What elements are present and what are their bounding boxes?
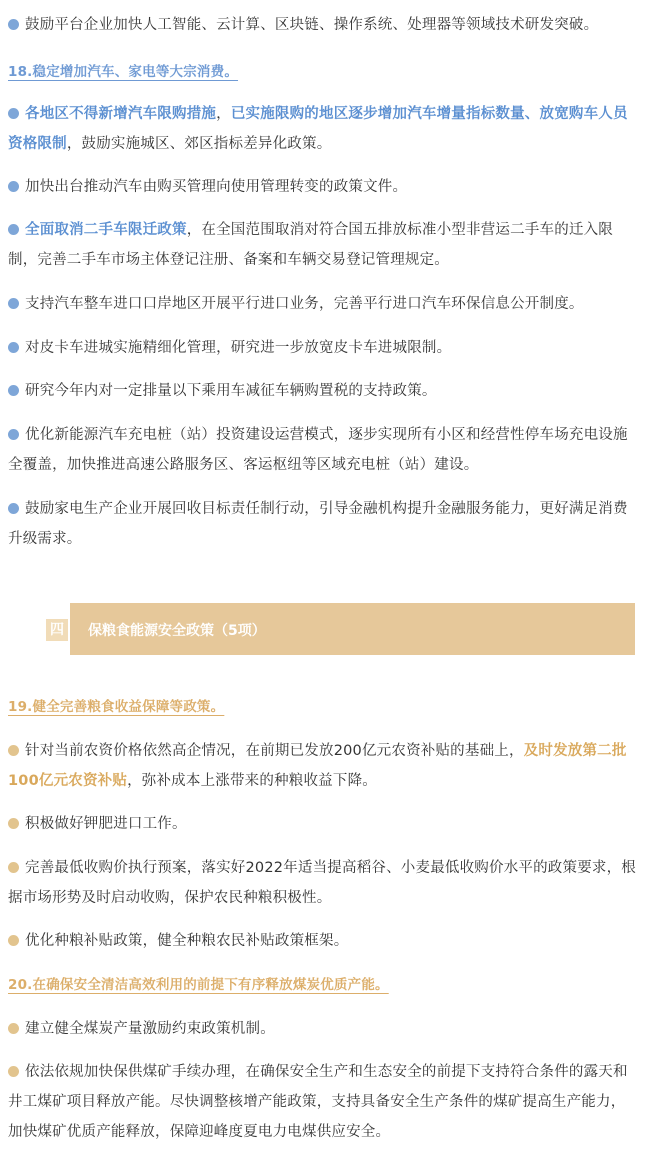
list-item: 优化种粮补贴政策，健全种粮农民补贴政策框架。 [8, 926, 636, 956]
list-item: 鼓励家电生产企业开展回收目标责任制行动，引导金融机构提升金融服务能力，更好满足消费升级需求。 [8, 501, 628, 547]
list-item: 建立健全煤炭产量激励约束政策机制。 [8, 1014, 636, 1044]
bullet-dot-icon [8, 181, 19, 192]
list-item: 依法依规加快保供煤矿手续办理，在确保安全生产和生态安全的前提下支持符合条件的露天和井工煤矿项目释放产能。尽快调整核增产能政策，支持具备安全生产条件的煤矿提高生产能力，加快煤矿优质产能释放，保障迎峰度夏电力电煤供应安全。 [8, 1064, 628, 1140]
list-item: 针对当前农资价格依然高企情况，在前期已发放200亿元农资补贴的基础上，及时发放第二批100亿元农资补贴，弥补成本上涨带来的种粮收益下降。 [8, 743, 627, 789]
list-item: 对皮卡车进城实施精细化管理，研究进一步放宽皮卡车进城限制。 [8, 333, 636, 363]
bullet-dot-icon [8, 385, 19, 396]
bullet-dot-icon [8, 19, 19, 30]
bullet-dot-icon [8, 298, 19, 309]
list-item: 积极做好钾肥进口工作。 [8, 809, 636, 839]
list-item: 支持汽车整车进口口岸地区开展平行进口业务，完善平行进口汽车环保信息公开制度。 [8, 289, 636, 319]
bullet-dot-icon [8, 342, 19, 353]
bullet-dot-icon [8, 429, 19, 440]
bullet-dot-icon [8, 1023, 19, 1034]
bullet-dot-icon [8, 862, 19, 873]
bullet-dot-icon [8, 745, 19, 756]
policy-heading-19: 19.健全完善粮食收益保障等政策。 [8, 699, 225, 715]
list-item: 全面取消二手车限迁政策，在全国范围取消对符合国五排放标准小型非营运二手车的迁入限制，完善二手车市场主体登记注册、备案和车辆交易登记管理规定。 [8, 222, 614, 268]
bullet-dot-icon [8, 503, 19, 514]
list-item: 加快出台推动汽车由购买管理向使用管理转变的政策文件。 [8, 172, 636, 202]
bullet-dot-icon [8, 818, 19, 829]
policy-heading-20: 20.在确保安全清洁高效利用的前提下有序释放煤炭优质产能。 [8, 977, 389, 993]
list-item: 完善最低收购价执行预案，落实好2022年适当提高稻谷、小麦最低收购价水平的政策要求，根据市场形势及时启动收购，保护农民种粮积极性。 [8, 860, 636, 906]
bullet-dot-icon [8, 108, 19, 119]
list-item: 优化新能源汽车充电桩（站）投资建设运营模式，逐步实现所有小区和经营性停车场充电设施全覆盖，加快推进高速公路服务区、客运枢纽等区域充电桩（站）建设。 [8, 427, 628, 473]
bullet-dot-icon [8, 1066, 19, 1077]
list-item: 各地区不得新增汽车限购措施，已实施限购的地区逐步增加汽车增量指标数量、放宽购车人员资格限制，鼓励实施城区、郊区指标差异化政策。 [8, 106, 628, 152]
section-number-badge: 四 [44, 617, 70, 643]
bullet-dot-icon [8, 224, 19, 235]
list-item: 鼓励平台企业加快人工智能、云计算、区块链、操作系统、处理器等领域技术研发突破。 [8, 10, 636, 40]
policy-heading-18: 18.稳定增加汽车、家电等大宗消费。 [8, 64, 239, 80]
bullet-dot-icon [8, 935, 19, 946]
list-item: 研究今年内对一定排量以下乘用车减征车辆购置税的支持政策。 [8, 376, 636, 406]
section-title: 保粮食能源安全政策（5项） [88, 623, 266, 639]
